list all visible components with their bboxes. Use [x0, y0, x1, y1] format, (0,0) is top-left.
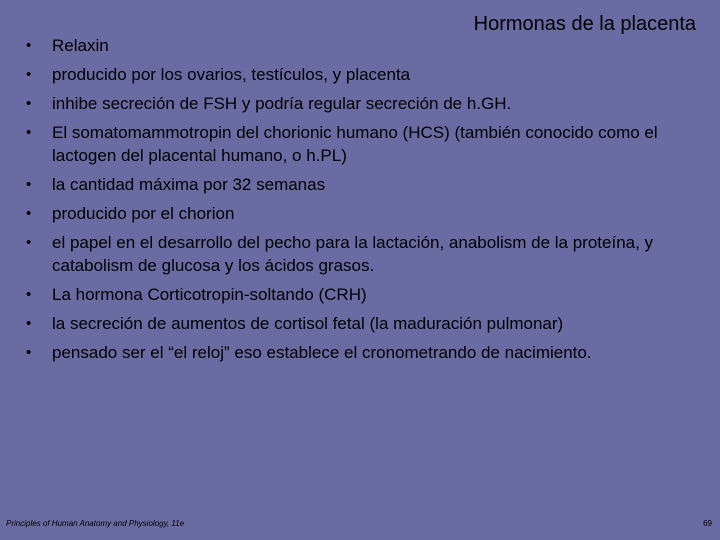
- bullet-dot-icon: •: [26, 205, 32, 223]
- bullet-item: [26, 231, 706, 277]
- bullet-text: el papel en el desarrollo del pecho para la lactación, anabolism de la proteína, y catabolism de glucosa y los ácidos grasos.: [52, 233, 654, 276]
- bullet-item: [26, 202, 706, 225]
- bullet-text: El somatomammotropin del chorionic humano (HCS) (también conocido como el lactogen del placental humano, o h.PL): [52, 123, 658, 166]
- bullet-list: [26, 34, 706, 370]
- footer-page-number: 69: [703, 519, 712, 528]
- bullet-item: [26, 63, 706, 86]
- bullet-text: La hormona Corticotropin-soltando (CRH): [52, 285, 367, 305]
- bullet-dot-icon: •: [26, 95, 32, 112]
- bullet-text: producido por el chorion: [52, 204, 235, 224]
- bullet-item: [26, 173, 706, 196]
- bullet-dot-icon: •: [26, 124, 32, 141]
- bullet-dot-icon: •: [26, 344, 32, 362]
- bullet-dot-icon: •: [26, 66, 32, 83]
- bullet-text: la secreción de aumentos de cortisol fetal (la maduración pulmonar): [52, 314, 564, 334]
- slide-title: Hormonas de la placenta: [473, 13, 696, 35]
- footer-book-title: Principles of Human Anatomy and Physiology, 11e: [6, 519, 185, 528]
- bullet-dot-icon: •: [26, 37, 32, 54]
- bullet-item: [26, 312, 706, 335]
- bullet-text: pensado ser el “el reloj” eso establece el cronometrando de nacimiento.: [52, 343, 592, 363]
- bullet-dot-icon: •: [26, 315, 32, 333]
- bullet-dot-icon: •: [26, 286, 32, 304]
- bullet-text: inhibe secreción de FSH y podría regular secreción de h.GH.: [52, 94, 512, 113]
- bullet-dot-icon: •: [26, 234, 32, 252]
- bullet-item: [26, 121, 706, 167]
- bullet-item: [26, 283, 706, 306]
- bullet-dot-icon: •: [26, 176, 32, 194]
- bullet-item: [26, 92, 706, 115]
- bullet-text: producido por los ovarios, testículos, y placenta: [52, 65, 411, 84]
- bullet-item: [26, 34, 706, 57]
- bullet-text: la cantidad máxima por 32 semanas: [52, 175, 326, 195]
- bullet-item: [26, 341, 706, 364]
- bullet-text: Relaxin: [52, 36, 109, 55]
